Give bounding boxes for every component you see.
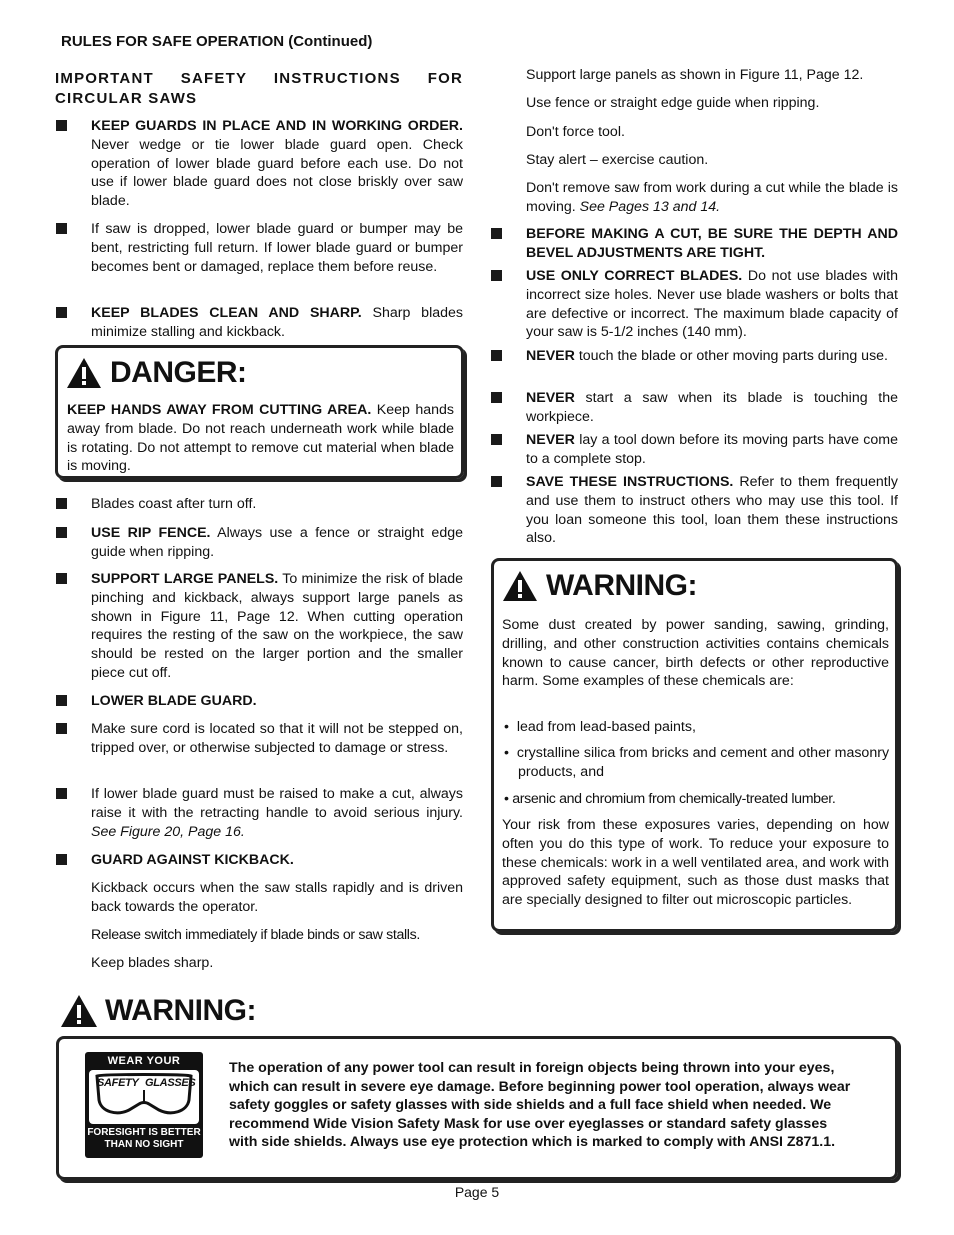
list-item: KEEP GUARDS IN PLACE AND IN WORKING ORDER. Never wedge or tie lower blade guard open. Check operation of lower blade guard before each use. Do not use if lower blade guard does not close briskly over saw blade. (91, 117, 463, 211)
list-item: LOWER BLADE GUARD. (91, 692, 463, 711)
bullet-square-icon (491, 270, 502, 281)
bullet-square-icon (56, 695, 67, 706)
bullet-square-icon (56, 854, 67, 865)
list-item: SUPPORT LARGE PANELS. To minimize the risk of blade pinching and kickback, always support large panels as shown in Figure 11, Page 12. When cutting operation requires the resting of the saw on the workpiece, the saw should be rested on the larger portion and the smaller piece cut off. (91, 570, 463, 683)
paragraph: Kickback occurs when the saw stalls rapidly and is driven back towards the operator. (91, 880, 463, 915)
warning-outro: Your risk from these exposures varies, depending on how often you do this type of work. To reduce your exposure to these chemicals: work in a well ventilated area, and work with approved safety equipment, such as those dust masks that are specially designed to filter out microscopic particles. (502, 817, 889, 909)
running-title: RULES FOR SAFE OPERATION (Continued) (61, 33, 373, 50)
warning-triangle-icon (502, 570, 538, 602)
paragraph: Keep blades sharp. (91, 955, 214, 971)
bullet-square-icon (56, 788, 67, 799)
danger-text: KEEP HANDS AWAY FROM CUTTING AREA. Keep hands away from blade. Do not reach underneath work while blade is rotating. Do not attempt to remove cut material when blade is moving. (67, 402, 454, 475)
warning-intro: Some dust created by power sanding, sawing, grinding, drilling, and other construction activities contains chemicals known to cause cancer, birth defects or other reproductive harm. Some examples of these chemicals are: (502, 617, 889, 690)
paragraph: Release switch immediately if blade binds or saw stalls. (91, 927, 420, 943)
bullet-square-icon (491, 434, 502, 445)
list-item: SAVE THESE INSTRUCTIONS. Refer to them frequently and use them to instruct others who may use this tool. If you loan someone this tool, loan them these instructions also. (526, 473, 898, 548)
list-item: Blades coast after turn off. (91, 495, 463, 514)
bottom-warning-title: WARNING: (105, 994, 256, 1027)
list-item: KEEP BLADES CLEAN AND SHARP. Sharp blades minimize stalling and kickback. (91, 304, 463, 342)
list-item: • lead from lead-based paints, (504, 719, 696, 735)
list-item: USE ONLY CORRECT BLADES. Do not use blades with incorrect size holes. Never use blade washers or bolts that are defective or incorrect. The maximum blade capacity of your saw is 5-1/2 inches (140 mm). (526, 267, 898, 342)
paragraph: Don't remove saw from work during a cut while the blade is moving. See Pages 13 and 14. (526, 180, 898, 215)
list-item: GUARD AGAINST KICKBACK. (91, 851, 463, 870)
bullet-square-icon (491, 350, 502, 361)
danger-title: DANGER: (110, 356, 247, 389)
bullet-square-icon (56, 527, 67, 538)
paragraph: Support large panels as shown in Figure 11, Page 12. (526, 67, 864, 83)
list-item: • crystalline silica from bricks and cement and other masonry products, and (504, 745, 890, 780)
bullet-square-icon (56, 120, 67, 131)
list-item: • arsenic and chromium from chemically-treated lumber. (504, 791, 836, 807)
bullet-square-icon (56, 307, 67, 318)
paragraph: Don't force tool. (526, 124, 625, 140)
list-item: BEFORE MAKING A CUT, BE SURE THE DEPTH AND BEVEL ADJUSTMENTS ARE TIGHT. (526, 225, 898, 263)
bottom-warning-header (60, 994, 256, 1028)
dust-warning-box (491, 558, 898, 932)
bullet-square-icon (491, 228, 502, 239)
bullet-square-icon (56, 223, 67, 234)
paragraph: Stay alert – exercise caution. (526, 152, 709, 168)
list-item: NEVER start a saw when its blade is touching the workpiece. (526, 389, 898, 427)
warning-title: WARNING: (546, 569, 697, 602)
list-item: If lower blade guard must be raised to make a cut, always raise it with the retracting handle to avoid serious injury. See Figure 20, Page 16. (91, 785, 463, 841)
danger-box (55, 345, 464, 479)
bullet-square-icon (491, 476, 502, 487)
warning-triangle-icon (60, 994, 98, 1028)
bullet-square-icon (491, 392, 502, 403)
eye-warning-box (56, 1036, 898, 1180)
bullet-square-icon (56, 573, 67, 584)
eye-warning-text: The operation of any power tool can result in foreign objects being thrown into your eyes, which can result in severe eye damage. Before beginning power tool operation, always wear safety goggles or safety glasses with side shields and a full face shield when needed. We recommend Wide Vision Safety Mask for use over eyeglasses or standard safety glasses with side shields. Always use eye protection which is marked to comply with ANSI Z871.1. (229, 1060, 851, 1151)
list-item: NEVER lay a tool down before its moving parts have come to a complete stop. (526, 431, 898, 469)
list-item: USE RIP FENCE. Always use a fence or straight edge guide when ripping. (91, 524, 463, 562)
list-item: NEVER touch the blade or other moving parts during use. (526, 347, 898, 366)
bullet-square-icon (56, 498, 67, 509)
paragraph: Use fence or straight edge guide when ripping. (526, 95, 820, 111)
list-item: Make sure cord is located so that it will not be stepped on, tripped over, or otherwise subjected to damage or stress. (91, 720, 463, 758)
list-item: If saw is dropped, lower blade guard or bumper may be bent, restricting full return. If lower blade guard or bumper becomes bent or damaged, replace them before reuse. (91, 220, 463, 276)
page-number: Page 5 (454, 1184, 500, 1200)
section-title: IMPORTANT SAFETY INSTRUCTIONS FOR CIRCULAR SAWS (55, 70, 463, 107)
safety-glasses-badge: WEAR YOUR SAFETY GLASSES FORESIGHT IS BETTER THAN NO SIGHT (85, 1052, 203, 1158)
bullet-square-icon (56, 723, 67, 734)
warning-triangle-icon (66, 357, 102, 389)
